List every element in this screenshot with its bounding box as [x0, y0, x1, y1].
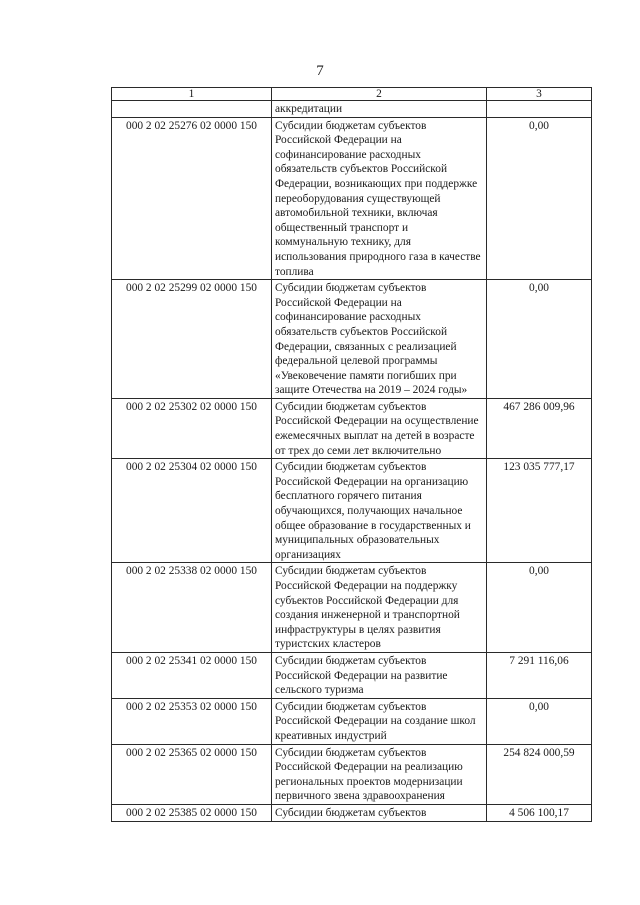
- amount-cell: 123 035 777,17: [487, 459, 592, 563]
- description-cell: аккредитации: [272, 101, 487, 118]
- description-cell: Субсидии бюджетам субъектов Российской Федерации на софинансирование расходных обязательств субъектов Российской Федерации, возникающих при поддержке переоборудования существующей автомобильной техники, включая общественный транспорт и коммунальную технику, для использования природного газа в качестве топлива: [272, 117, 487, 280]
- description-cell: Субсидии бюджетам субъектов Российской Федерации на организацию бесплатного горячего питания обучающихся, получающих начальное общее образование в государственных и муниципальных образовательных организациях: [272, 459, 487, 563]
- description-cell: Субсидии бюджетам субъектов Российской Федерации на реализацию региональных проектов модернизации первичного звена здравоохранения: [272, 744, 487, 804]
- table-row: [112, 698, 592, 744]
- table-row: [112, 280, 592, 399]
- description-cell: Субсидии бюджетам субъектов Российской Федерации на создание школ креативных индустрий: [272, 698, 487, 744]
- budget-revenue-table: [111, 87, 592, 822]
- description-cell: Субсидии бюджетам субъектов Российской Федерации на развитие сельского туризма: [272, 652, 487, 698]
- table-row: [112, 398, 592, 458]
- code-cell: 000 2 02 25302 02 0000 150: [112, 398, 272, 458]
- table-row: [112, 652, 592, 698]
- column-header-1: 1: [112, 88, 272, 101]
- amount-cell: 0,00: [487, 117, 592, 280]
- description-cell: Субсидии бюджетам субъектов: [272, 804, 487, 821]
- code-cell: 000 2 02 25338 02 0000 150: [112, 563, 272, 653]
- description-cell: Субсидии бюджетам субъектов Российской Федерации на поддержку субъектов Российской Федерации для создания инженерной и транспортной инфраструктуры в целях развития туристских кластеров: [272, 563, 487, 653]
- continuation-row: [112, 101, 592, 118]
- table-row: [112, 459, 592, 563]
- amount-cell: 467 286 009,96: [487, 398, 592, 458]
- amount-cell: [487, 101, 592, 118]
- column-header-2: 2: [272, 88, 487, 101]
- amount-cell: 0,00: [487, 698, 592, 744]
- code-cell: 000 2 02 25353 02 0000 150: [112, 698, 272, 744]
- table-row: [112, 744, 592, 804]
- table-row: [112, 563, 592, 653]
- page-number: 7: [316, 63, 324, 79]
- code-cell: [112, 101, 272, 118]
- amount-cell: 0,00: [487, 563, 592, 653]
- table-row: [112, 804, 592, 821]
- table-header-row: [112, 88, 592, 101]
- code-cell: 000 2 02 25385 02 0000 150: [112, 804, 272, 821]
- amount-cell: 4 506 100,17: [487, 804, 592, 821]
- description-cell: Субсидии бюджетам субъектов Российской Федерации на осуществление ежемесячных выплат на детей в возрасте от трех до семи лет включительно: [272, 398, 487, 458]
- column-header-3: 3: [487, 88, 592, 101]
- amount-cell: 254 824 000,59: [487, 744, 592, 804]
- code-cell: 000 2 02 25304 02 0000 150: [112, 459, 272, 563]
- amount-cell: 0,00: [487, 280, 592, 399]
- table-row: [112, 117, 592, 280]
- amount-cell: 7 291 116,06: [487, 652, 592, 698]
- code-cell: 000 2 02 25341 02 0000 150: [112, 652, 272, 698]
- code-cell: 000 2 02 25276 02 0000 150: [112, 117, 272, 280]
- code-cell: 000 2 02 25365 02 0000 150: [112, 744, 272, 804]
- code-cell: 000 2 02 25299 02 0000 150: [112, 280, 272, 399]
- description-cell: Субсидии бюджетам субъектов Российской Федерации на софинансирование расходных обязательств субъектов Российской Федерации, связанных с реализацией федеральной целевой программы «Увековечение памяти погибших при защите Отечества на 2019 – 2024 годы»: [272, 280, 487, 399]
